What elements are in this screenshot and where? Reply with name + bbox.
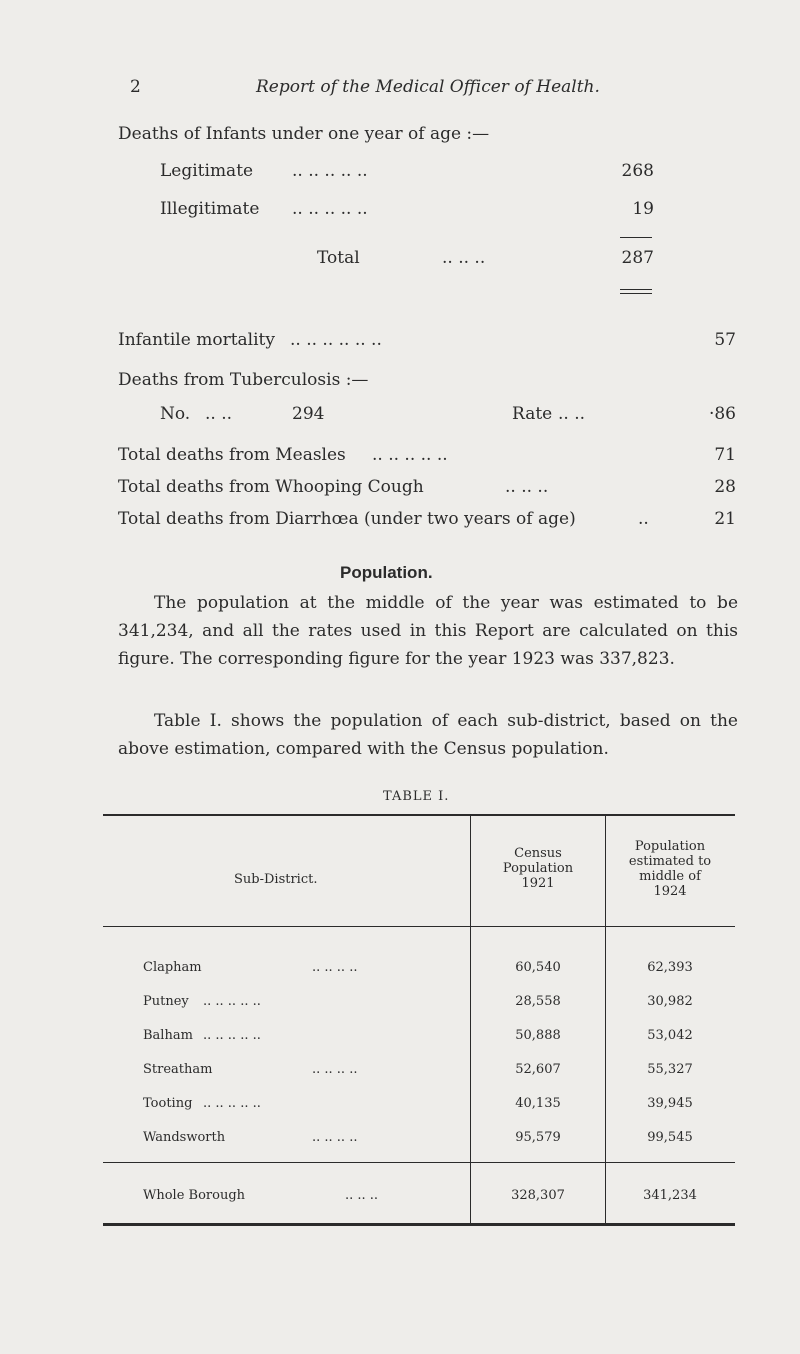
- tuberculosis-no-label: No.: [160, 404, 191, 424]
- row-estimated: 30,982: [647, 994, 693, 1009]
- row-estimated: 99,545: [647, 1130, 693, 1145]
- measles-leader: .. .. .. .. ..: [372, 445, 448, 465]
- total-census: 328,307: [511, 1188, 565, 1203]
- whooping-cough-label: Total deaths from Whooping Cough: [118, 477, 424, 497]
- col-header-census-line-1: Census: [514, 846, 562, 861]
- infant-deaths-heading: Deaths of Infants under one year of age :—: [118, 124, 490, 144]
- table-bottom-rule: [103, 1223, 735, 1226]
- col-header-sub-district: Sub-District.: [234, 872, 318, 887]
- diarrhoea-value: 21: [714, 509, 736, 529]
- row-district: Clapham: [143, 960, 202, 975]
- row-estimated: 39,945: [647, 1096, 693, 1111]
- row-census: 40,135: [515, 1096, 561, 1111]
- row-leader: .. .. .. ..: [312, 1130, 358, 1145]
- row-district: Balham: [143, 1028, 193, 1043]
- table-header-rule: [103, 926, 735, 927]
- col-header-census-line-2: Population: [502, 861, 574, 876]
- row-district: Streatham: [143, 1062, 213, 1077]
- row-census: 52,607: [515, 1062, 561, 1077]
- row-leader: .. .. .. .. ..: [203, 1096, 261, 1111]
- page-number: 2: [130, 77, 141, 97]
- tuberculosis-no-leader: .. ..: [205, 404, 233, 424]
- tuberculosis-heading: Deaths from Tuberculosis :—: [118, 370, 369, 390]
- diarrhoea-leader: ..: [638, 509, 649, 529]
- row-census: 50,888: [515, 1028, 561, 1043]
- population-paragraph-2: Table I. shows the population of each sub-district, based on the above estimation, compared with the Census population.: [118, 711, 738, 759]
- legitimate-label: Legitimate: [160, 161, 254, 181]
- row-leader: .. .. .. ..: [312, 960, 358, 975]
- tuberculosis-no-value: 294: [292, 404, 325, 424]
- tuberculosis-rate-label: Rate: [512, 404, 553, 424]
- table-top-rule: [103, 814, 735, 816]
- col-header-estimated-line-3: middle of: [639, 869, 701, 884]
- infants-total-label: Total: [317, 248, 360, 268]
- whooping-cough-value: 28: [714, 477, 736, 497]
- col-header-estimated-line-4: 1924: [653, 884, 687, 899]
- row-district: Tooting: [143, 1096, 193, 1111]
- row-census: 60,540: [515, 960, 561, 975]
- measles-label: Total deaths from Measles: [118, 445, 346, 465]
- row-leader: .. .. .. .. ..: [203, 994, 261, 1009]
- total-double-rule-bottom: [620, 293, 652, 294]
- tuberculosis-rate-leader: .. ..: [558, 404, 586, 424]
- infants-total-leader: .. .. ..: [442, 248, 486, 268]
- population-paragraph-1: The population at the middle of the year was estimated to be 341,234, and all the rates used in this Report are calculated on this figure. The corresponding figure for the year 1923 was 337,823.: [118, 593, 738, 669]
- col-header-estimated: [605, 839, 735, 899]
- row-estimated: 53,042: [647, 1028, 693, 1043]
- col-header-estimated-line-1: Population: [634, 839, 706, 854]
- row-leader: .. .. .. ..: [312, 1062, 358, 1077]
- subtotal-rule: [620, 237, 652, 238]
- measles-value: 71: [714, 445, 736, 465]
- row-estimated: 62,393: [647, 960, 693, 975]
- tuberculosis-rate-value: ·86: [708, 404, 736, 424]
- col-header-census: [473, 846, 603, 891]
- running-title: Report of the Medical Officer of Health.: [256, 77, 600, 97]
- col-header-census-line-3: 1921: [521, 876, 555, 891]
- infantile-mortality-leader: .. .. .. .. .. ..: [290, 330, 382, 350]
- col-header-estimated-line-2: estimated to: [628, 854, 712, 869]
- total-district: Whole Borough: [143, 1188, 246, 1203]
- illegitimate-label: Illegitimate: [160, 199, 260, 219]
- row-leader: .. .. .. .. ..: [203, 1028, 261, 1043]
- total-leader: .. .. ..: [345, 1188, 379, 1203]
- total-estimated: 341,234: [643, 1188, 697, 1203]
- row-district: Putney: [143, 994, 189, 1009]
- infants-total-value: 287: [621, 248, 654, 268]
- total-double-rule-top: [620, 289, 652, 290]
- diarrhoea-label: Total deaths from Diarrhœa (under two years of age): [118, 509, 576, 529]
- row-district: Wandsworth: [143, 1130, 226, 1145]
- legitimate-leader: .. .. .. .. ..: [292, 161, 368, 181]
- illegitimate-leader: .. .. .. .. ..: [292, 199, 368, 219]
- infantile-mortality-value: 57: [714, 330, 736, 350]
- legitimate-value: 268: [621, 161, 654, 181]
- infantile-mortality-label: Infantile mortality: [118, 330, 275, 350]
- row-census: 95,579: [515, 1130, 561, 1145]
- population-heading: Population.: [340, 563, 433, 582]
- table-caption: TABLE I.: [383, 789, 450, 804]
- table-total-rule: [103, 1162, 735, 1163]
- illegitimate-value: 19: [632, 199, 654, 219]
- row-estimated: 55,327: [647, 1062, 693, 1077]
- row-census: 28,558: [515, 994, 561, 1009]
- whooping-cough-leader: .. .. ..: [505, 477, 549, 497]
